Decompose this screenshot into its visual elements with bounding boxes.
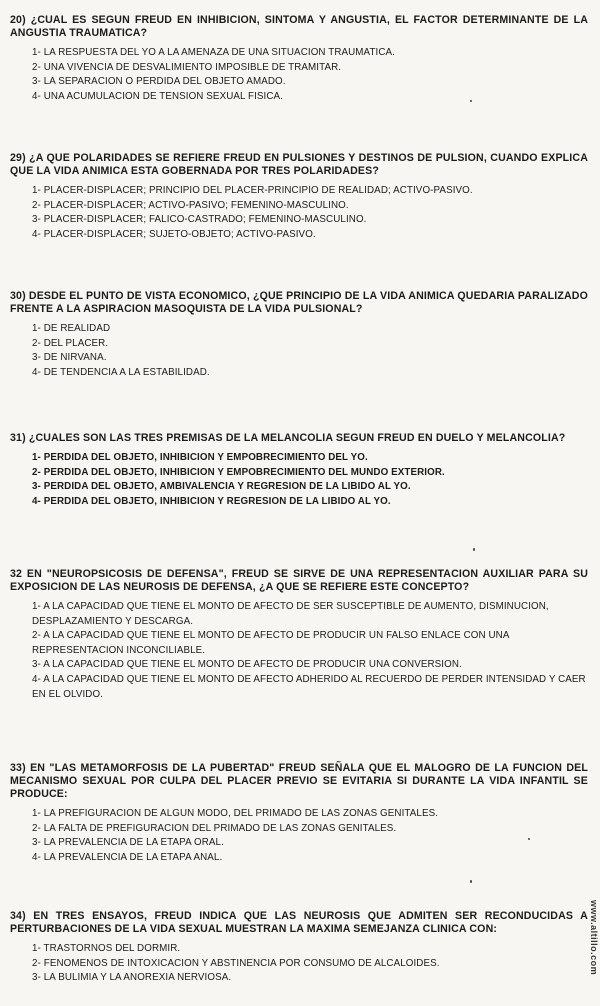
option-item: 4- A LA CAPACIDAD QUE TIENE EL MONTO DE AFECTO ADHERIDO AL RECUERDO DE PERDER INTENSIDAD Y CAER EN EL OLVIDO.: [32, 673, 586, 700]
option-item: 3- LA SEPARACION O PERDIDA DEL OBJETO AMADO.: [32, 76, 286, 88]
options-list: [10, 600, 588, 702]
option-item: 1- TRASTORNOS DEL DORMIR.: [32, 943, 181, 954]
option-item: 3- LA BULIMIA Y LA ANOREXIA NERVIOSA.: [32, 972, 232, 984]
question-31: [10, 432, 588, 509]
options-list: [10, 184, 588, 242]
question-33: [10, 762, 588, 865]
option-item: 4- LA PREVALENCIA DE LA ETAPA ANAL.: [32, 851, 223, 863]
question-text: 34) EN TRES ENSAYOS, FREUD INDICA QUE LAS NEUROSIS QUE ADMITEN SER RECONDUCIDAS A PERTURBACIONES DE LA VIDA SEXUAL MUESTRAN LA MAXIMA SEMEJANZA CLINICA CON:: [10, 910, 588, 935]
option-item: 2- PLACER-DISPLACER; ACTIVO-PASIVO; FEMENINO-MASCULINO.: [32, 199, 349, 211]
watermark-text: www.altillo.com: [589, 900, 599, 976]
option-item: 1- A LA CAPACIDAD QUE TIENE EL MONTO DE AFECTO DE SER SUSCEPTIBLE DE AUMENTO, DISMINUCION, DESPLAZAMIENTO Y DESCARGA.: [32, 601, 549, 627]
option-item: 3- LA PREVALENCIA DE LA ETAPA ORAL.: [32, 837, 224, 849]
option-item: 2- A LA CAPACIDAD QUE TIENE EL MONTO DE AFECTO DE PRODUCIR UN FALSO ENLACE CON UNA REPRESENTACION INCONCILIABLE.: [32, 630, 509, 656]
option-item: 3- PLACER-DISPLACER; FALICO-CASTRADO; FEMENINO-MASCULINO.: [32, 214, 367, 226]
question-text: 33) EN "LAS METAMORFOSIS DE LA PUBERTAD" FREUD SEÑALA QUE EL MALOGRO DE LA FUNCION DEL MECANISMO SEXUAL POR CULPA DEL PLACER PREVIO SE EVITARIA SI DURANTE LA VIDA INFANTIL SE PRODUCE:: [10, 762, 588, 800]
option-item: 1- PLACER-DISPLACER; PRINCIPIO DEL PLACER-PRINCIPIO DE REALIDAD; ACTIVO-PASIVO.: [32, 185, 473, 196]
question-34: [10, 910, 588, 986]
option-item: 1- LA RESPUESTA DEL YO A LA AMENAZA DE UNA SITUACION TRAUMATICA.: [32, 47, 396, 58]
option-item: 2- FENOMENOS DE INTOXICACION Y ABSTINENCIA POR CONSUMO DE ALCALOIDES.: [32, 957, 440, 969]
option-item: 4- UNA ACUMULACION DE TENSION SEXUAL FISICA.: [32, 90, 284, 102]
option-item: 2- UNA VIVENCIA DE DESVALIMIENTO IMPOSIBLE DE TRAMITAR.: [32, 61, 342, 73]
option-item: 4- DE TENDENCIA A LA ESTABILIDAD.: [32, 366, 210, 378]
options-list: [10, 46, 588, 104]
scan-speck: [470, 880, 472, 883]
option-item: 3- A LA CAPACIDAD QUE TIENE EL MONTO DE AFECTO DE PRODUCIR UNA CONVERSION.: [32, 659, 462, 671]
option-item: 2- LA FALTA DE PREFIGURACION DEL PRIMADO DE LAS ZONAS GENITALES.: [32, 822, 397, 834]
question-text: 31) ¿CUALES SON LAS TRES PREMISAS DE LA MELANCOLIA SEGUN FREUD EN DUELO Y MELANCOLIA?: [10, 432, 566, 444]
options-list: [10, 451, 588, 509]
option-item: 4- PLACER-DISPLACER; SUJETO-OBJETO; ACTIVO-PASIVO.: [32, 228, 316, 240]
scan-speck: [528, 838, 530, 840]
scan-speck: [473, 548, 475, 551]
option-item: 1- PERDIDA DEL OBJETO, INHIBICION Y EMPOBRECIMIENTO DEL YO.: [32, 452, 368, 463]
question-32: [10, 568, 588, 702]
option-item: 1- DE REALIDAD: [32, 323, 111, 334]
question-text: 20) ¿CUAL ES SEGUN FREUD EN INHIBICION, SINTOMA Y ANGUSTIA, EL FACTOR DETERMINANTE DE LA ANGUSTIA TRAUMATICA?: [10, 14, 588, 39]
options-list: [10, 807, 588, 865]
question-29: [10, 152, 588, 242]
option-item: 3- DE NIRVANA.: [32, 352, 107, 364]
question-30: [10, 290, 588, 380]
options-list: [10, 322, 588, 380]
option-item: 2- PERDIDA DEL OBJETO, INHIBICION Y EMPOBRECIMIENTO DEL MUNDO EXTERIOR.: [32, 466, 445, 478]
options-list: [10, 942, 588, 986]
question-text: 30) DESDE EL PUNTO DE VISTA ECONOMICO, ¿QUE PRINCIPIO DE LA VIDA ANIMICA QUEDARIA PARALIZADO FRENTE A LA ASPIRACION MASOQUISTA DE LA VIDA PULSIONAL?: [10, 290, 588, 315]
question-text: 32 EN "NEUROPSICOSIS DE DEFENSA", FREUD SE SIRVE DE UNA REPRESENTACION AUXILIAR PARA SU EXPOSICION DE LAS NEUROSIS DE DEFENSA, ¿A QUE SE REFIERE ESTE CONCEPTO?: [10, 568, 588, 593]
scan-speck: [470, 100, 472, 102]
option-item: 4- PERDIDA DEL OBJETO, INHIBICION Y REGRESION DE LA LIBIDO AL YO.: [32, 495, 391, 507]
option-item: 1- LA PREFIGURACION DE ALGUN MODO, DEL PRIMADO DE LAS ZONAS GENITALES.: [32, 808, 439, 819]
option-item: 3- PERDIDA DEL OBJETO, AMBIVALENCIA Y REGRESION DE LA LIBIDO AL YO.: [32, 481, 411, 493]
question-20: [10, 14, 588, 104]
option-item: 2- DEL PLACER.: [32, 337, 109, 349]
question-text: 29) ¿A QUE POLARIDADES SE REFIERE FREUD EN PULSIONES Y DESTINOS DE PULSION, CUANDO EXPLICA QUE LA VIDA ANIMICA ESTA GOBERNADA POR TRES POLARIDADES?: [10, 152, 588, 177]
